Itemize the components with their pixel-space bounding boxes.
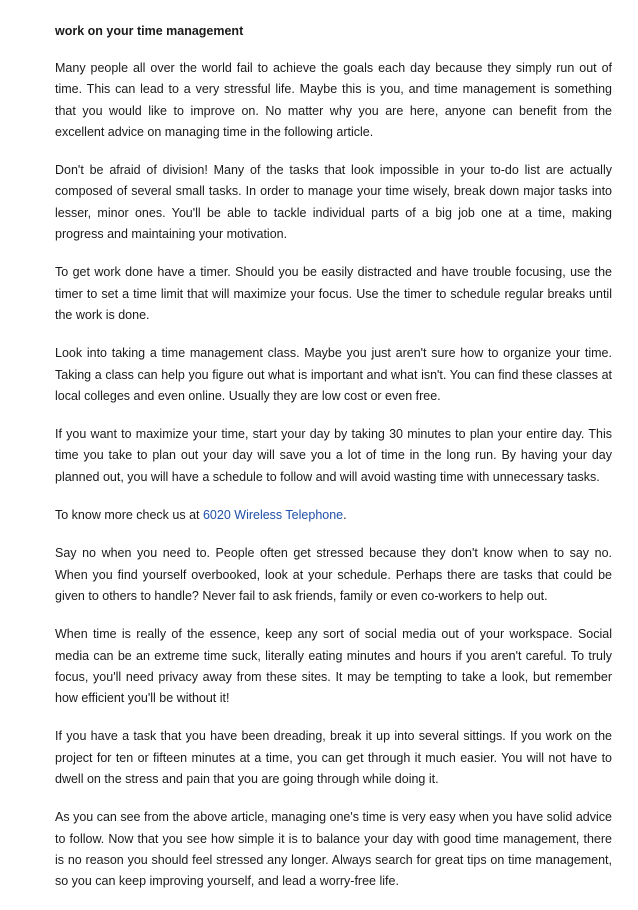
paragraph-intro: Many people all over the world fail to achieve the goals each day because they simply run out of time. This can lead to a very stressful life. Maybe this is you, and time management is something that you would like to improve on. No matter why you are here, anyone can benefit from the excellent advice on managing time in the following article.	[55, 61, 612, 139]
paragraph-class: Look into taking a time management class. Maybe you just aren't sure how to organize your time. Taking a class can help you figure out what is important and what isn't. You can find these classes at local colleges and even online. Usually they are low cost or even free.	[55, 346, 612, 403]
wireless-telephone-link[interactable]: 6020 Wireless Telephone	[202, 508, 344, 523]
link-suffix: .	[343, 508, 347, 523]
paragraph-conclusion: As you can see from the above article, managing one's time is very easy when you have solid advice to follow. Now that you see how simple it is to balance your day with good time management, there is no reason you should feel stressed any longer. Always search for great tips on time management, so you can keep improving yourself, and lead a worry-free life.	[55, 810, 612, 889]
document-title: work on your time management	[55, 24, 244, 38]
paragraph-dreading: If you have a task that you have been dreading, break it up into several sittings. If you work on the project for ten or fifteen minutes at a time, you can get through it much easier. You will not have to dwell on the stress and pain that you are going through while doing it.	[55, 729, 612, 787]
paragraph-plan-day: If you want to maximize your time, start your day by taking 30 minutes to plan your entire day. This time you take to plan out your day will save you a lot of time in the long run. By having your day planned out, you will have a schedule to follow and will avoid wasting time with unnecessary tasks.	[55, 427, 612, 484]
link-prefix: To know more check us at	[55, 508, 203, 523]
paragraph-social-media: When time is really of the essence, keep any sort of social media out of your workspace. Social media can be an extreme time suck, literally eating minutes and hours if you aren't careful. To truly focus, you'll need privacy away from these sites. It may be tempting to take a look, but remember how efficient you'll be without it!	[55, 627, 612, 706]
paragraph-timer: To get work done have a timer. Should you be easily distracted and have trouble focusing, use the timer to set a time limit that will maximize your focus. Use the timer to schedule regular breaks until the work is done.	[55, 265, 612, 322]
document-page	[55, 20, 612, 910]
paragraph-say-no: Say no when you need to. People often get stressed because they don't know when to say no. When you find yourself overbooked, look at your schedule. Perhaps there are tasks that could be given to others to handle? Never fail to ask friends, family or even co-workers to help out.	[55, 546, 612, 603]
paragraph-division: Don't be afraid of division! Many of the tasks that look impossible in your to-do list are actually composed of several small tasks. In order to manage your time wisely, break down major tasks into lesser, minor ones. You'll be able to tackle individual parts of a big job one at a time, making progress and maintaining your motivation.	[55, 163, 612, 242]
paragraph-link	[55, 505, 612, 526]
